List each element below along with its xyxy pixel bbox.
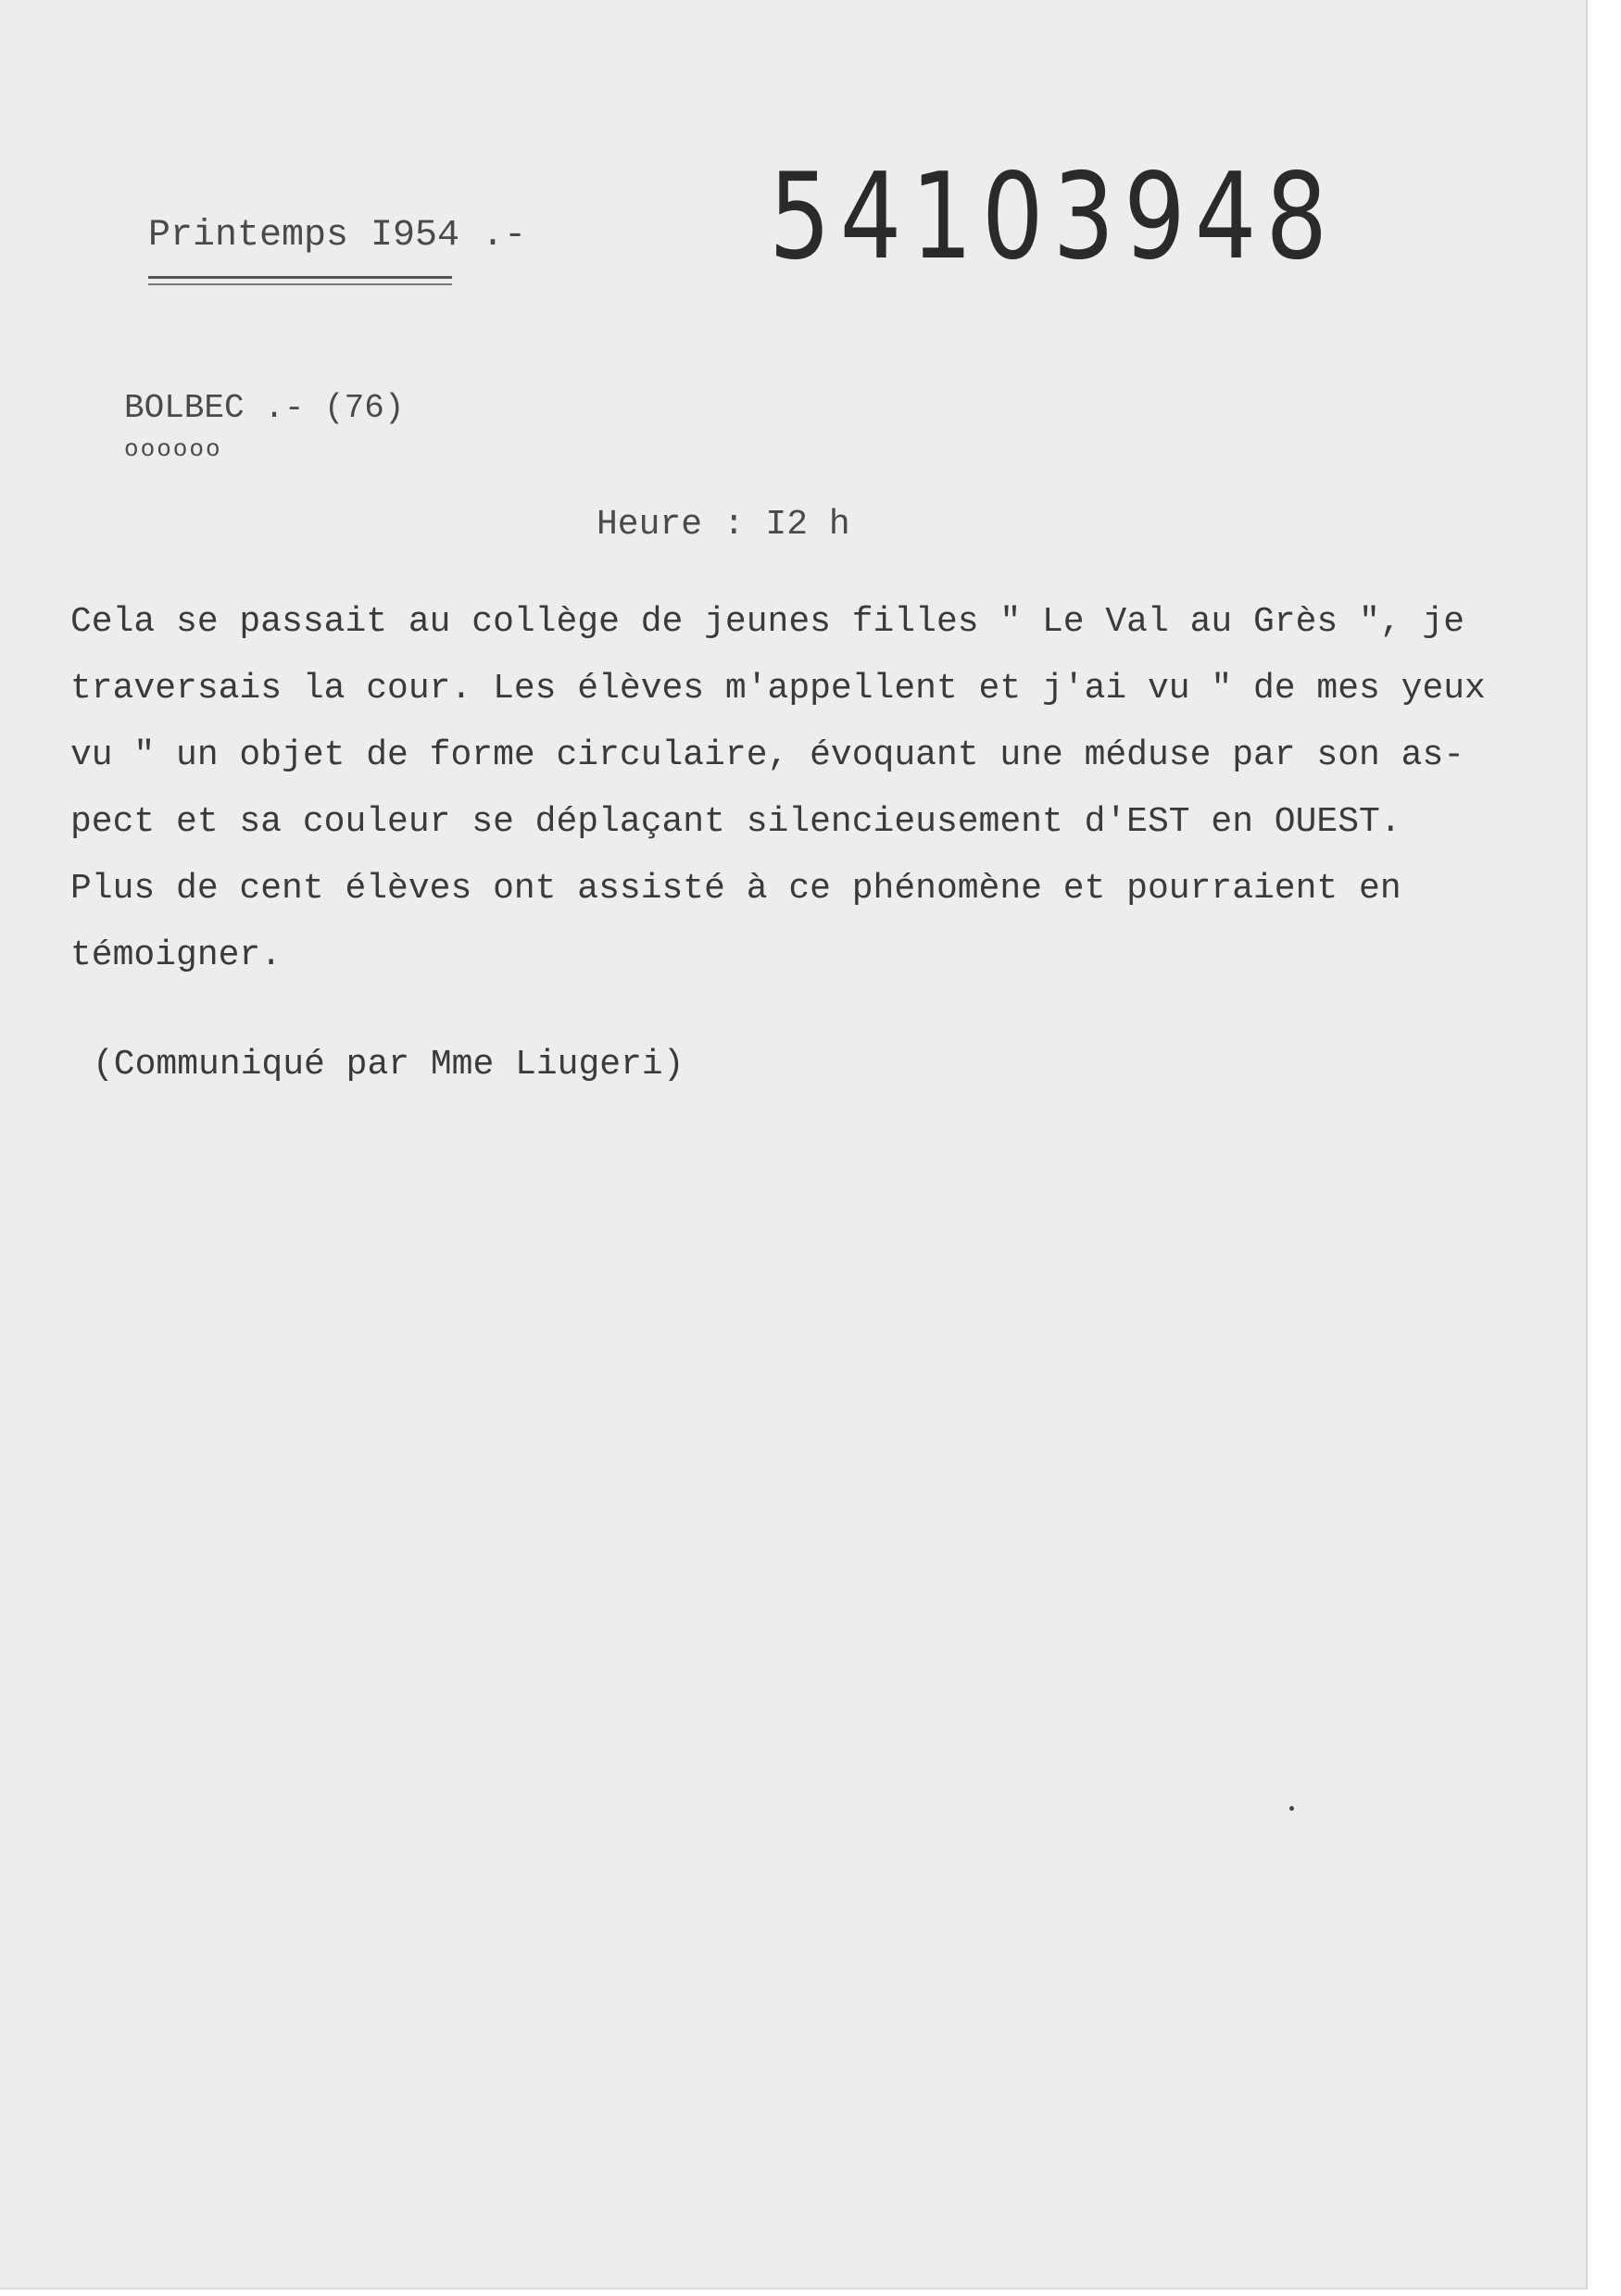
report-line: pect et sa couleur se déplaçant silencieusement d'EST en OUEST.: [70, 802, 1401, 842]
report-body: [70, 589, 1486, 989]
hour-line: Heure : I2 h: [597, 505, 850, 545]
report-line: Plus de cent élèves ont assisté à ce phénomène et pourraient en: [70, 869, 1401, 909]
attribution: (Communiqué par Mme Liugeri): [93, 1045, 685, 1085]
document-number: 54103948: [769, 148, 1337, 286]
paper-speck: [1289, 1806, 1294, 1811]
report-line: traversais la cour. Les élèves m'appellent et j'ai vu " de mes yeux: [70, 669, 1486, 709]
season-date: Printemps I954 .-: [148, 215, 527, 257]
season-underline-second: [148, 283, 452, 285]
report-line: témoigner.: [70, 935, 283, 975]
place-underline: oooooo: [124, 435, 222, 463]
report-line: vu " un objet de forme circulaire, évoquant une méduse par son as-: [70, 735, 1465, 775]
season-underline: [148, 276, 452, 279]
report-line: Cela se passait au collège de jeunes filles " Le Val au Grès ", je: [70, 602, 1465, 642]
place-heading: BOLBEC .- (76): [124, 389, 405, 427]
